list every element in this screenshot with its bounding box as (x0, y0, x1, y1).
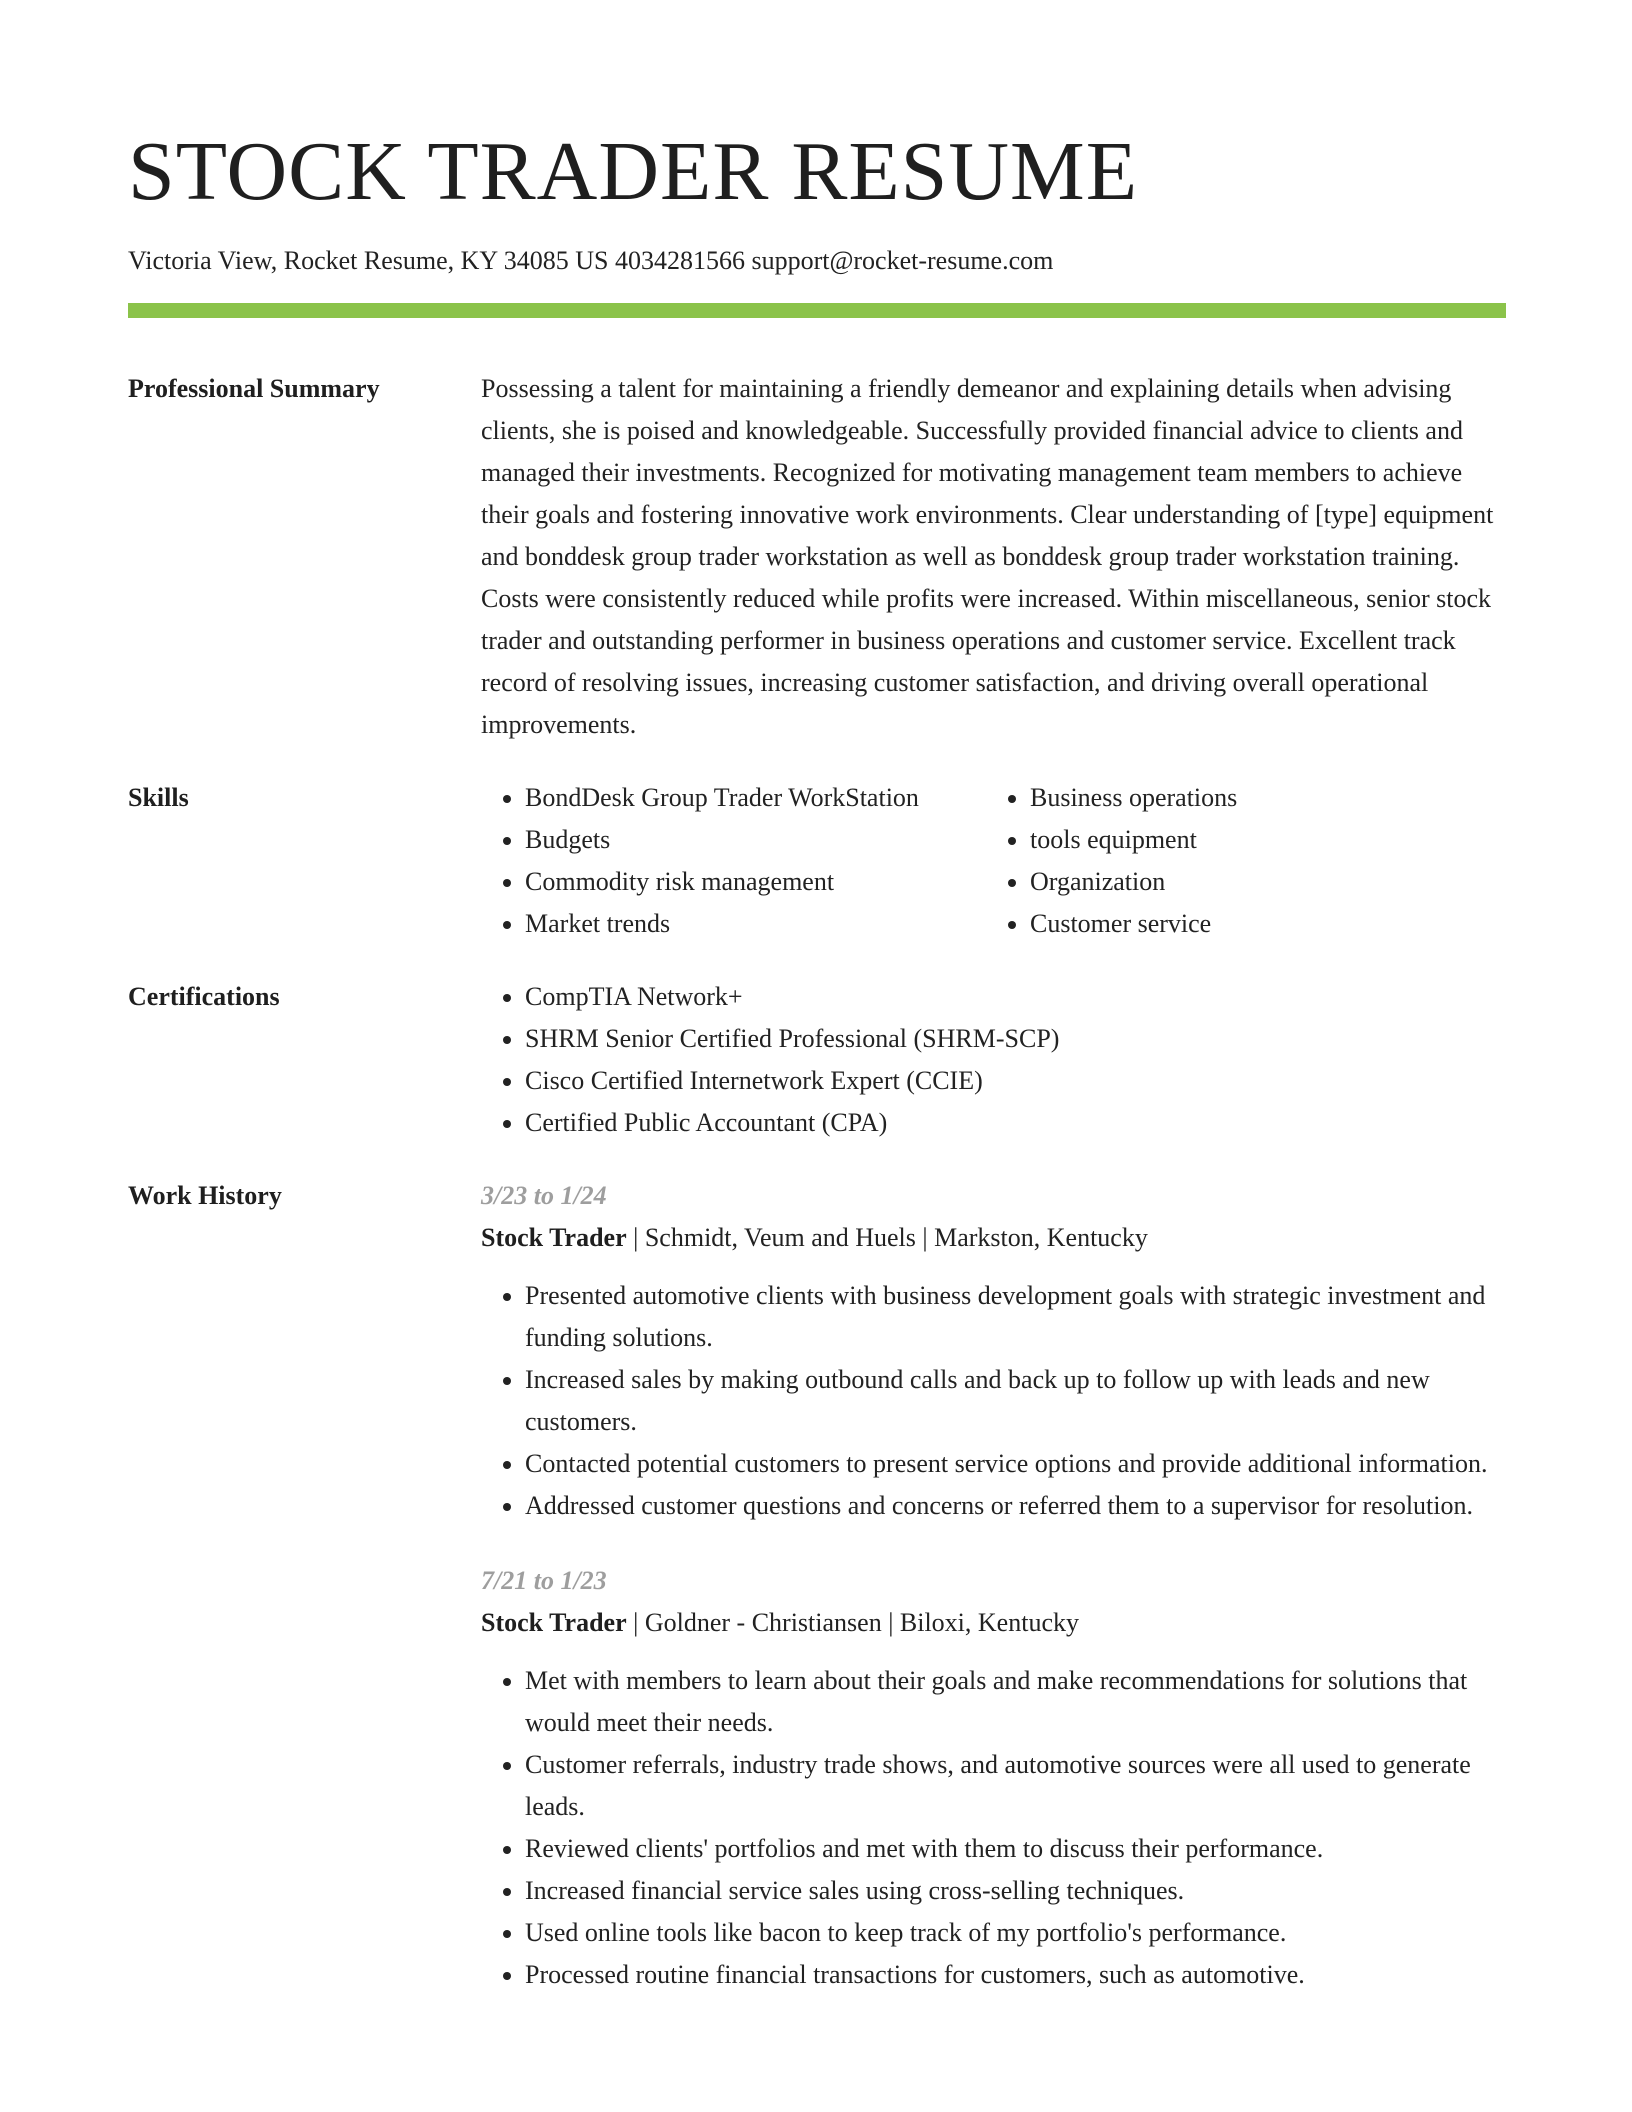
certification-item: • Certified Public Accountant (CPA) (525, 1102, 1506, 1144)
skill-item: • Organization (1030, 861, 1491, 903)
certifications-section (128, 976, 1506, 1144)
job-details: | Schmidt, Veum and Huels | Markston, Kentucky (626, 1223, 1148, 1252)
job-dates: 7/21 to 1/23 (481, 1566, 607, 1595)
summary-section (128, 368, 1506, 746)
job-bullet: • Presented automotive clients with business development goals with strategic investment and funding solutions. (525, 1275, 1506, 1359)
skill-item: • Customer service (1030, 903, 1491, 945)
job-heading (481, 1602, 1506, 1644)
skill-item: • tools equipment (1030, 819, 1491, 861)
certifications-list (481, 976, 1506, 1144)
job-bullet: • Contacted potential customers to present service options and provide additional information. (525, 1443, 1506, 1485)
job-bullets (481, 1275, 1506, 1527)
job-bullet: • Reviewed clients' portfolios and met with them to discuss their performance. (525, 1828, 1506, 1870)
job-bullet: • Processed routine financial transactions for customers, such as automotive. (525, 1954, 1506, 1996)
skill-item: • Market trends (525, 903, 986, 945)
work-history-body (481, 1175, 1506, 1996)
summary-body (481, 368, 1506, 746)
skills-list-right (986, 777, 1491, 945)
skills-body (481, 777, 1506, 945)
job-entry (481, 1175, 1506, 1527)
resume-page (128, 0, 1506, 1996)
job-bullet: • Used online tools like bacon to keep track of my portfolio's performance. (525, 1912, 1506, 1954)
work-history-section (128, 1175, 1506, 1996)
section-label-work-history: Work History (128, 1181, 282, 1210)
job-bullet: • Customer referrals, industry trade shows, and automotive sources were all used to generate leads. (525, 1744, 1506, 1828)
section-label-skills: Skills (128, 783, 189, 812)
job-heading (481, 1217, 1506, 1259)
certification-item: • Cisco Certified Internetwork Expert (CCIE) (525, 1060, 1506, 1102)
skill-item: • BondDesk Group Trader WorkStation (525, 777, 986, 819)
job-bullet: • Increased sales by making outbound calls and back up to follow up with leads and new customers. (525, 1359, 1506, 1443)
section-label-summary: Professional Summary (128, 374, 380, 403)
skills-section (128, 777, 1506, 945)
skills-column-left (481, 777, 986, 945)
certifications-body (481, 976, 1506, 1144)
skill-item: • Budgets (525, 819, 986, 861)
header-divider (128, 303, 1506, 318)
skills-list-left (481, 777, 986, 945)
summary-text: Possessing a talent for maintaining a friendly demeanor and explaining details when advising clients, she is poised and knowledgeable. Successfully provided financial advice to clients and managed their investments. Recognized for motivating management team members to achieve their goals and fostering innovative work environments. Clear understanding of [type] equipment and bonddesk group trader workstation as well as bonddesk group trader workstation training. Costs were consistently reduced while profits were increased. Within miscellaneous, senior stock trader and outstanding performer in business operations and customer service. Excellent track record of resolving issues, increasing customer satisfaction, and driving overall operational improvements. (481, 374, 1494, 739)
certification-item: • SHRM Senior Certified Professional (SHRM-SCP) (525, 1018, 1506, 1060)
skill-item: • Commodity risk management (525, 861, 986, 903)
job-bullets (481, 1660, 1506, 1996)
certification-item: • CompTIA Network+ (525, 976, 1506, 1018)
job-dates: 3/23 to 1/24 (481, 1181, 607, 1210)
skills-column-right (986, 777, 1491, 945)
skills-grid (481, 777, 1506, 945)
section-label-certifications: Certifications (128, 982, 280, 1011)
job-details: | Goldner - Christiansen | Biloxi, Kentucky (626, 1608, 1079, 1637)
skill-item: • Business operations (1030, 777, 1491, 819)
job-bullet: • Increased financial service sales using cross-selling techniques. (525, 1870, 1506, 1912)
page-title: STOCK TRADER RESUME (128, 125, 1139, 218)
job-entry (481, 1560, 1506, 1996)
job-title: Stock Trader (481, 1223, 627, 1252)
job-bullet: • Met with members to learn about their goals and make recommendations for solutions that would meet their needs. (525, 1660, 1506, 1744)
job-title: Stock Trader (481, 1608, 627, 1637)
contact-line: Victoria View, Rocket Resume, KY 34085 US 4034281566 support@rocket-resume.com (128, 246, 1054, 275)
job-bullet: • Addressed customer questions and concerns or referred them to a supervisor for resolution. (525, 1485, 1506, 1527)
